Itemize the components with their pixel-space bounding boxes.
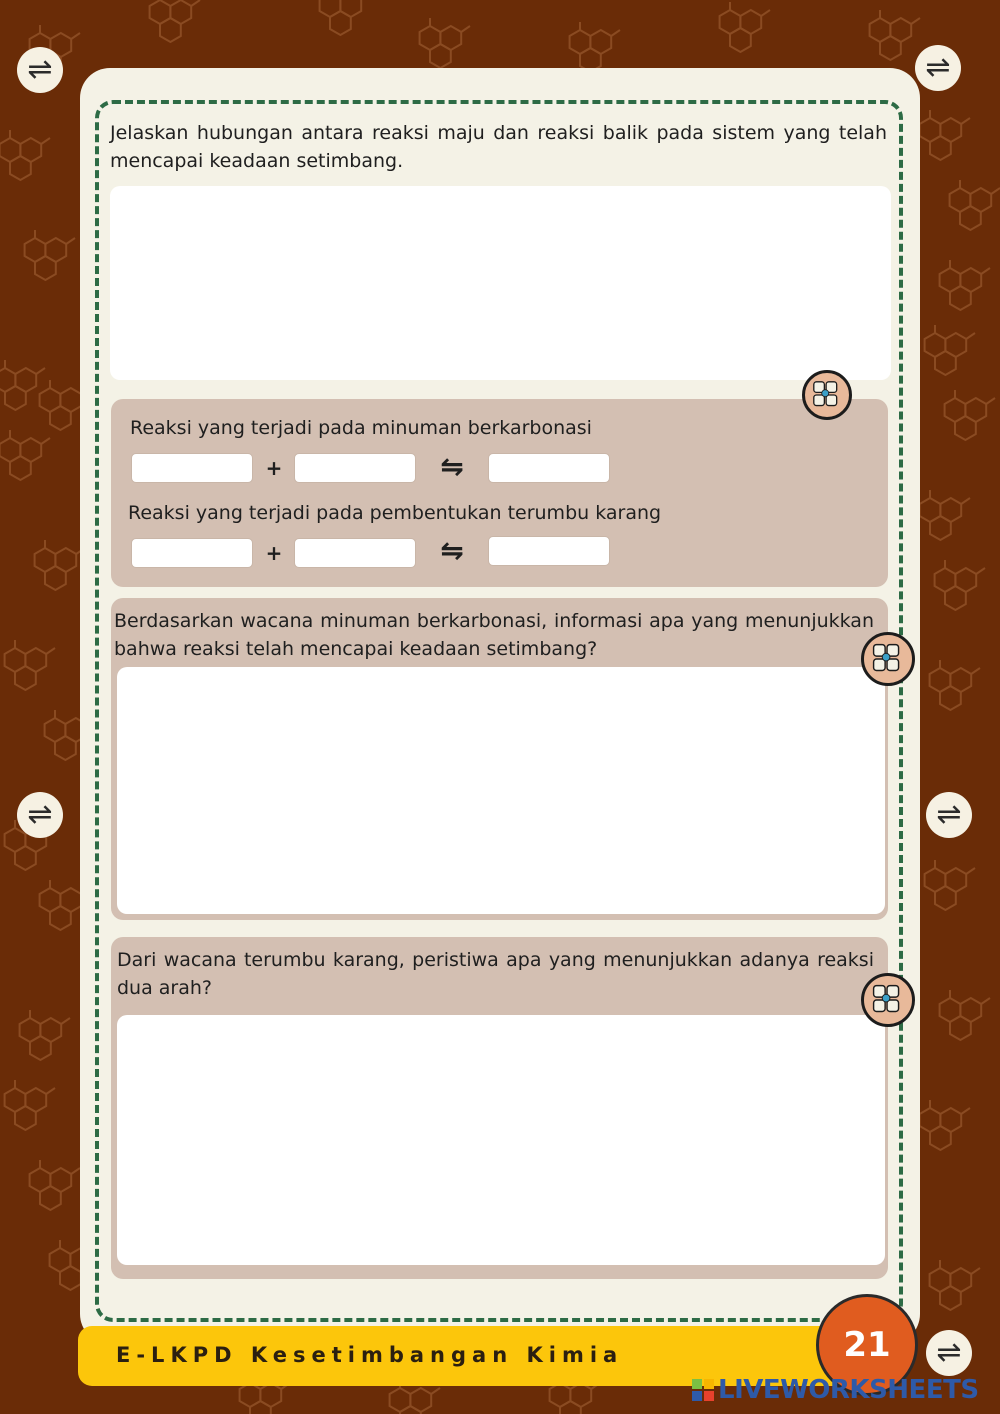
equilibrium-arrows-icon: ⇌ xyxy=(17,47,63,93)
question-3-answer-field[interactable] xyxy=(117,1015,885,1265)
equilibrium-arrows-icon: ⇌ xyxy=(915,45,961,91)
reaction-label-carbonated: Reaksi yang terjadi pada minuman berkarbonasi xyxy=(130,417,592,439)
question-2-text: Berdasarkan wacana minuman berkarbonasi, informasi apa yang menunjukkan bahwa reaksi telah mencapai keadaan setimbang? xyxy=(114,610,874,660)
plus-sign: + xyxy=(265,456,283,480)
coral-reactant-1-input[interactable] xyxy=(131,538,253,568)
coral-product-input[interactable] xyxy=(488,536,610,566)
equilibrium-arrows-icon: ⇌ xyxy=(17,792,63,838)
question-2-answer-field[interactable] xyxy=(117,667,885,914)
reaction-label-coral-reef: Reaksi yang terjadi pada pembentukan terumbu karang xyxy=(128,502,662,524)
equilibrium-arrows-icon: ⇌ xyxy=(926,1330,972,1376)
plus-sign: + xyxy=(265,541,283,565)
group-discussion-icon xyxy=(861,632,915,686)
question-1-answer-field[interactable] xyxy=(110,186,891,380)
equilibrium-arrow-icon: ⇋ xyxy=(440,534,464,567)
coral-reactant-2-input[interactable] xyxy=(294,538,416,568)
equilibrium-arrows-icon: ⇌ xyxy=(926,792,972,838)
carbonated-product-input[interactable] xyxy=(488,453,610,483)
carbonated-reactant-2-input[interactable] xyxy=(294,453,416,483)
footer-title: E-LKPD Kesetimbangan Kimia xyxy=(116,1343,624,1367)
liveworksheets-logo-icon xyxy=(692,1379,714,1401)
question-1-text: Jelaskan hubungan antara reaksi maju dan reaksi balik pada sistem yang telah mencapai keadaan setimbang. xyxy=(110,122,887,172)
liveworksheets-text: LIVEWORKSHEETS xyxy=(718,1375,979,1405)
liveworksheets-logo[interactable] xyxy=(692,1375,979,1405)
group-discussion-icon xyxy=(861,973,915,1027)
page-number: 21 xyxy=(816,1294,918,1396)
group-discussion-icon xyxy=(802,370,852,420)
carbonated-reactant-1-input[interactable] xyxy=(131,453,253,483)
question-3-text: Dari wacana terumbu karang, peristiwa apa yang menunjukkan adanya reaksi dua arah? xyxy=(117,949,874,999)
equilibrium-arrow-icon: ⇋ xyxy=(440,450,464,483)
